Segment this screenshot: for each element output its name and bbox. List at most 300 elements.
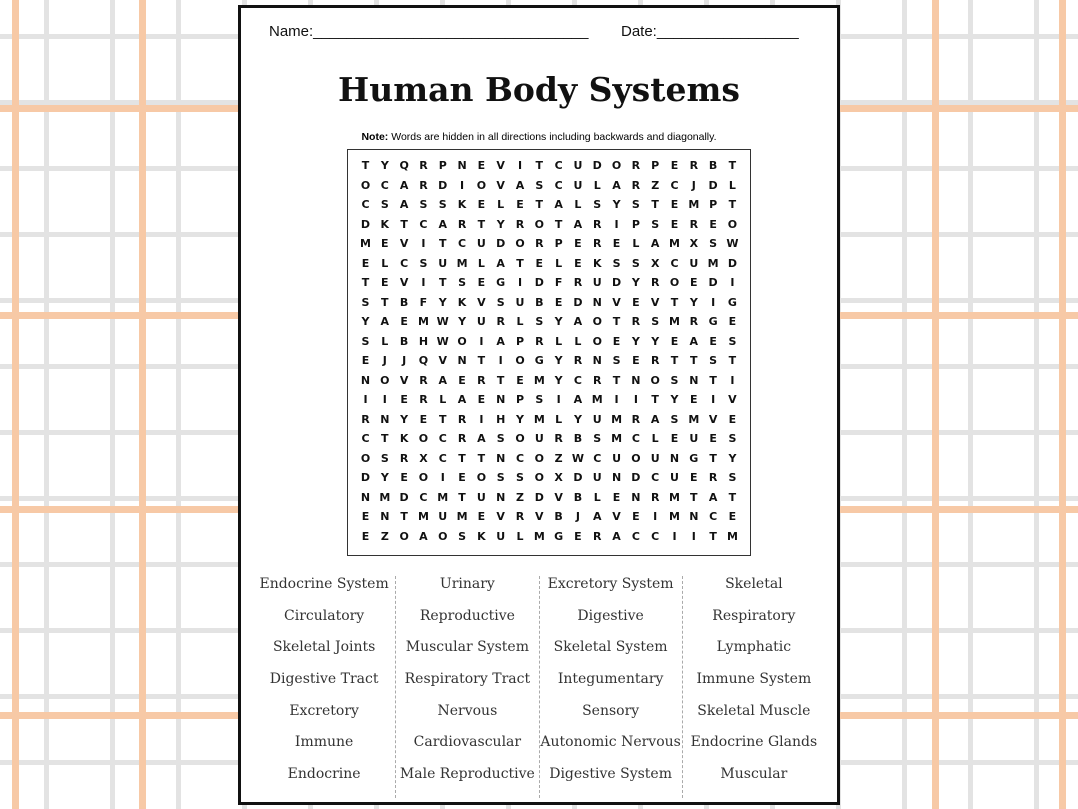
grid-letter[interactable]: S — [612, 256, 621, 270]
grid-letter[interactable]: D — [438, 178, 448, 192]
grid-letter[interactable]: E — [477, 198, 486, 212]
grid-letter[interactable]: D — [573, 295, 583, 309]
grid-letter[interactable]: T — [728, 490, 737, 504]
grid-letter[interactable]: E — [632, 295, 640, 309]
grid-letter[interactable]: M — [688, 412, 700, 426]
grid-letter[interactable]: Z — [380, 529, 389, 543]
grid-letter[interactable]: E — [361, 354, 370, 368]
grid-letter[interactable]: E — [632, 510, 640, 524]
grid-letter[interactable]: S — [709, 354, 718, 368]
grid-letter[interactable]: T — [612, 315, 621, 329]
grid-letter[interactable]: M — [707, 256, 719, 270]
grid-letter[interactable]: A — [573, 217, 583, 231]
grid-letter[interactable]: E — [690, 471, 698, 485]
grid-letter[interactable]: T — [361, 159, 370, 173]
grid-letter[interactable]: E — [574, 237, 582, 251]
grid-letter[interactable]: K — [477, 529, 486, 543]
grid-letter[interactable]: P — [709, 198, 718, 212]
grid-letter[interactable]: U — [592, 276, 602, 290]
grid-letter[interactable]: R — [535, 237, 544, 251]
grid-letter[interactable]: C — [631, 529, 640, 543]
grid-letter[interactable]: R — [689, 315, 699, 329]
grid-letter[interactable]: J — [382, 354, 387, 368]
grid-letter[interactable]: S — [535, 393, 544, 407]
grid-letter[interactable]: C — [515, 451, 525, 465]
grid-letter[interactable]: C — [593, 451, 602, 465]
grid-letter[interactable]: Q — [418, 354, 429, 368]
grid-letter[interactable]: I — [730, 276, 735, 290]
grid-letter[interactable]: M — [437, 490, 449, 504]
grid-letter[interactable]: X — [419, 451, 428, 465]
grid-letter[interactable]: W — [571, 451, 584, 465]
grid-letter[interactable]: D — [496, 237, 506, 251]
grid-letter[interactable]: Z — [651, 178, 660, 192]
grid-letter[interactable]: T — [438, 412, 447, 426]
grid-letter[interactable]: N — [669, 451, 680, 465]
grid-letter[interactable]: I — [711, 295, 716, 309]
grid-letter[interactable]: E — [361, 256, 370, 270]
grid-letter[interactable]: O — [457, 334, 467, 348]
grid-letter[interactable]: P — [631, 217, 640, 231]
grid-letter[interactable]: A — [477, 432, 486, 446]
grid-letter[interactable]: I — [517, 159, 523, 173]
grid-letter[interactable]: O — [534, 451, 544, 465]
grid-letter[interactable]: E — [728, 412, 737, 426]
grid-letter[interactable]: O — [360, 178, 371, 192]
grid-letter[interactable]: M — [533, 412, 545, 426]
grid-letter[interactable]: I — [421, 276, 426, 290]
grid-letter[interactable]: L — [555, 256, 563, 270]
grid-letter[interactable]: I — [363, 393, 368, 407]
grid-letter[interactable]: O — [515, 237, 525, 251]
grid-letter[interactable]: A — [650, 237, 660, 251]
grid-letter[interactable]: T — [728, 354, 737, 368]
grid-letter[interactable]: L — [593, 490, 601, 504]
grid-letter[interactable]: L — [516, 529, 524, 543]
grid-letter[interactable]: S — [496, 432, 505, 446]
grid-letter[interactable]: T — [496, 373, 505, 387]
grid-letter[interactable]: S — [670, 412, 679, 426]
grid-letter[interactable]: N — [457, 354, 467, 368]
grid-letter[interactable]: V — [612, 510, 621, 524]
grid-letter[interactable]: O — [534, 217, 544, 231]
grid-letter[interactable]: G — [534, 354, 544, 368]
grid-letter[interactable]: C — [438, 432, 447, 446]
grid-letter[interactable]: N — [689, 510, 699, 524]
grid-letter[interactable]: R — [554, 432, 563, 446]
grid-letter[interactable]: B — [708, 159, 718, 173]
grid-letter[interactable]: S — [631, 256, 640, 270]
grid-letter[interactable]: S — [361, 334, 370, 348]
grid-letter[interactable]: Y — [651, 334, 660, 348]
grid-letter[interactable]: U — [476, 237, 486, 251]
grid-letter[interactable]: V — [496, 178, 505, 192]
grid-letter[interactable]: V — [708, 412, 718, 426]
grid-letter[interactable]: E — [516, 198, 524, 212]
grid-letter[interactable]: E — [477, 510, 486, 524]
grid-letter[interactable]: O — [534, 471, 544, 485]
grid-letter[interactable]: M — [417, 315, 429, 329]
grid-letter[interactable]: G — [708, 315, 718, 329]
grid-letter[interactable]: S — [651, 315, 660, 329]
grid-letter[interactable]: G — [554, 529, 564, 543]
grid-letter[interactable]: R — [419, 159, 428, 173]
grid-letter[interactable]: F — [419, 295, 428, 309]
grid-letter[interactable]: Y — [670, 393, 679, 407]
grid-letter[interactable]: C — [361, 432, 370, 446]
grid-letter[interactable]: A — [592, 510, 602, 524]
grid-letter[interactable]: M — [456, 510, 468, 524]
grid-letter[interactable]: R — [593, 373, 602, 387]
grid-letter[interactable]: U — [689, 256, 699, 270]
grid-letter[interactable]: O — [418, 471, 429, 485]
grid-letter[interactable]: C — [651, 471, 660, 485]
grid-letter[interactable]: R — [650, 354, 660, 368]
grid-letter[interactable]: U — [496, 529, 506, 543]
grid-letter[interactable]: A — [399, 178, 409, 192]
grid-letter[interactable]: I — [517, 276, 523, 290]
grid-letter[interactable]: K — [457, 198, 467, 212]
grid-letter[interactable]: C — [419, 490, 428, 504]
grid-letter[interactable]: R — [419, 393, 428, 407]
grid-letter[interactable]: U — [438, 256, 448, 270]
grid-letter[interactable]: L — [477, 256, 485, 270]
grid-letter[interactable]: N — [611, 471, 622, 485]
grid-letter[interactable]: E — [381, 276, 389, 290]
grid-letter[interactable]: S — [728, 471, 737, 485]
grid-letter[interactable]: D — [573, 471, 583, 485]
grid-letter[interactable]: A — [496, 334, 505, 348]
grid-letter[interactable]: T — [535, 159, 544, 173]
grid-letter[interactable]: C — [554, 159, 563, 173]
grid-letter[interactable]: R — [593, 529, 602, 543]
grid-letter[interactable]: N — [380, 510, 390, 524]
grid-letter[interactable]: L — [439, 393, 447, 407]
grid-letter[interactable]: Y — [631, 334, 640, 348]
grid-letter[interactable]: W — [436, 334, 449, 348]
grid-letter[interactable]: N — [592, 295, 602, 309]
grid-letter[interactable]: Y — [728, 451, 737, 465]
grid-letter[interactable]: T — [651, 393, 659, 407]
grid-letter[interactable]: E — [709, 334, 717, 348]
grid-letter[interactable]: S — [438, 198, 447, 212]
grid-letter[interactable]: Y — [554, 354, 563, 368]
grid-letter[interactable]: C — [631, 432, 640, 446]
grid-letter[interactable]: T — [690, 490, 698, 504]
grid-letter[interactable]: L — [381, 334, 389, 348]
grid-letter[interactable]: I — [556, 393, 561, 407]
grid-letter[interactable]: V — [535, 510, 544, 524]
grid-letter[interactable]: U — [573, 159, 583, 173]
grid-letter[interactable]: V — [399, 373, 409, 387]
grid-letter[interactable]: U — [592, 471, 602, 485]
grid-letter[interactable]: G — [496, 276, 506, 290]
grid-letter[interactable]: C — [400, 256, 409, 270]
grid-letter[interactable]: D — [360, 217, 371, 231]
grid-letter[interactable]: R — [708, 471, 718, 485]
grid-letter[interactable]: O — [650, 373, 660, 387]
grid-letter[interactable]: I — [691, 529, 696, 543]
grid-letter[interactable]: C — [554, 178, 563, 192]
grid-letter[interactable]: M — [591, 393, 603, 407]
grid-letter[interactable]: O — [515, 432, 525, 446]
grid-letter[interactable]: O — [360, 451, 371, 465]
grid-letter[interactable]: Y — [458, 315, 467, 329]
grid-letter[interactable]: U — [689, 432, 699, 446]
grid-letter[interactable]: M — [688, 198, 700, 212]
grid-letter[interactable]: A — [419, 529, 428, 543]
grid-letter[interactable]: E — [400, 393, 408, 407]
grid-letter[interactable]: T — [690, 354, 698, 368]
grid-letter[interactable]: E — [477, 393, 486, 407]
grid-letter[interactable]: C — [438, 451, 447, 465]
grid-letter[interactable]: L — [574, 334, 582, 348]
grid-letter[interactable]: L — [651, 432, 659, 446]
grid-letter[interactable]: O — [476, 471, 487, 485]
grid-letter[interactable]: O — [438, 529, 448, 543]
grid-letter[interactable]: E — [516, 373, 524, 387]
grid-letter[interactable]: P — [554, 237, 563, 251]
grid-letter[interactable]: E — [554, 295, 563, 309]
grid-letter[interactable]: Y — [612, 198, 621, 212]
grid-letter[interactable]: Y — [631, 276, 640, 290]
grid-letter[interactable]: C — [573, 373, 582, 387]
grid-letter[interactable]: T — [728, 159, 737, 173]
grid-letter[interactable]: T — [612, 373, 621, 387]
grid-letter[interactable]: M — [726, 529, 738, 543]
grid-letter[interactable]: S — [458, 529, 467, 543]
grid-letter[interactable]: S — [458, 276, 467, 290]
grid-letter[interactable]: M — [611, 432, 623, 446]
grid-letter[interactable]: E — [670, 334, 679, 348]
grid-letter[interactable]: X — [650, 256, 660, 270]
grid-letter[interactable]: A — [515, 178, 525, 192]
grid-letter[interactable]: P — [438, 159, 447, 173]
grid-letter[interactable]: V — [438, 354, 447, 368]
grid-letter[interactable]: T — [438, 237, 447, 251]
grid-letter[interactable]: B — [554, 510, 563, 524]
grid-letter[interactable]: A — [573, 315, 583, 329]
grid-letter[interactable]: D — [592, 159, 602, 173]
grid-letter[interactable]: R — [515, 217, 525, 231]
grid-letter[interactable]: B — [573, 432, 583, 446]
grid-letter[interactable]: Y — [573, 412, 582, 426]
grid-letter[interactable]: E — [381, 237, 389, 251]
grid-letter[interactable]: A — [650, 412, 660, 426]
grid-letter[interactable]: R — [361, 412, 370, 426]
grid-letter[interactable]: V — [650, 295, 660, 309]
grid-letter[interactable]: Y — [438, 295, 447, 309]
grid-letter[interactable]: S — [651, 217, 660, 231]
grid-letter[interactable]: O — [515, 354, 525, 368]
grid-letter[interactable]: R — [496, 315, 505, 329]
grid-letter[interactable]: S — [593, 432, 602, 446]
grid-letter[interactable]: E — [728, 315, 737, 329]
grid-letter[interactable]: T — [400, 217, 408, 231]
grid-letter[interactable]: C — [380, 178, 389, 192]
grid-letter[interactable]: E — [458, 471, 466, 485]
grid-letter[interactable]: R — [457, 412, 467, 426]
grid-letter[interactable]: N — [496, 393, 506, 407]
grid-letter[interactable]: N — [380, 412, 390, 426]
grid-letter[interactable]: R — [535, 334, 544, 348]
grid-letter[interactable]: C — [419, 217, 428, 231]
grid-letter[interactable]: O — [476, 178, 487, 192]
grid-letter[interactable]: C — [651, 529, 660, 543]
grid-letter[interactable]: R — [419, 373, 428, 387]
grid-letter[interactable]: C — [458, 237, 467, 251]
grid-letter[interactable]: Y — [554, 373, 563, 387]
grid-letter[interactable]: U — [650, 451, 660, 465]
grid-letter[interactable]: E — [670, 432, 679, 446]
grid-letter[interactable]: E — [632, 354, 640, 368]
grid-letter[interactable]: T — [535, 198, 544, 212]
grid-letter[interactable]: B — [399, 295, 409, 309]
grid-letter[interactable]: H — [496, 412, 506, 426]
grid-letter[interactable]: T — [728, 198, 737, 212]
grid-letter[interactable]: K — [592, 256, 602, 270]
grid-letter[interactable]: V — [477, 295, 486, 309]
grid-letter[interactable]: E — [670, 159, 679, 173]
grid-letter[interactable]: T — [709, 451, 717, 465]
grid-letter[interactable]: D — [708, 178, 718, 192]
grid-letter[interactable]: W — [436, 315, 449, 329]
grid-letter[interactable]: T — [458, 490, 466, 504]
grid-letter[interactable]: O — [631, 451, 641, 465]
grid-letter[interactable]: E — [400, 315, 408, 329]
grid-letter[interactable]: E — [574, 256, 582, 270]
grid-letter[interactable]: C — [670, 256, 679, 270]
grid-letter[interactable]: R — [457, 432, 467, 446]
grid-letter[interactable]: Y — [689, 295, 698, 309]
grid-letter[interactable]: R — [689, 159, 699, 173]
grid-letter[interactable]: J — [575, 510, 580, 524]
grid-letter[interactable]: E — [458, 373, 466, 387]
grid-letter[interactable]: U — [515, 295, 525, 309]
grid-letter[interactable]: E — [670, 217, 679, 231]
grid-letter[interactable]: N — [689, 373, 699, 387]
grid-letter[interactable]: G — [689, 451, 699, 465]
grid-letter[interactable]: Y — [496, 217, 505, 231]
grid-letter[interactable]: L — [516, 315, 524, 329]
grid-letter[interactable]: A — [457, 393, 467, 407]
grid-letter[interactable]: A — [554, 198, 563, 212]
grid-letter[interactable]: R — [631, 178, 641, 192]
grid-letter[interactable]: S — [496, 295, 505, 309]
grid-letter[interactable]: W — [726, 237, 739, 251]
grid-letter[interactable]: O — [669, 276, 680, 290]
grid-letter[interactable]: M — [533, 373, 545, 387]
grid-letter[interactable]: T — [477, 451, 486, 465]
grid-letter[interactable]: I — [479, 334, 484, 348]
grid-letter[interactable]: I — [672, 529, 677, 543]
grid-letter[interactable]: U — [573, 178, 583, 192]
grid-letter[interactable]: R — [650, 490, 660, 504]
grid-letter[interactable]: D — [708, 276, 718, 290]
grid-letter[interactable]: D — [727, 256, 737, 270]
grid-letter[interactable]: T — [709, 529, 717, 543]
grid-letter[interactable]: S — [728, 432, 737, 446]
grid-letter[interactable]: E — [477, 276, 486, 290]
grid-letter[interactable]: P — [515, 393, 525, 407]
grid-letter[interactable]: E — [728, 510, 737, 524]
grid-letter[interactable]: M — [669, 237, 680, 251]
grid-letter[interactable]: U — [534, 432, 544, 446]
grid-letter[interactable]: Z — [554, 451, 563, 465]
grid-letter[interactable]: O — [418, 432, 429, 446]
grid-letter[interactable]: R — [477, 373, 486, 387]
grid-letter[interactable]: D — [360, 471, 371, 485]
grid-letter[interactable]: O — [592, 334, 602, 348]
grid-letter[interactable]: E — [574, 529, 582, 543]
grid-letter[interactable]: E — [690, 276, 698, 290]
grid-letter[interactable]: R — [593, 217, 602, 231]
grid-letter[interactable]: A — [438, 217, 447, 231]
grid-letter[interactable]: I — [614, 217, 619, 231]
grid-letter[interactable]: A — [689, 334, 699, 348]
grid-letter[interactable]: L — [381, 256, 389, 270]
grid-letter[interactable]: A — [399, 198, 409, 212]
grid-letter[interactable]: T — [554, 217, 563, 231]
grid-letter[interactable]: V — [728, 393, 737, 407]
grid-letter[interactable]: S — [419, 256, 428, 270]
grid-letter[interactable]: E — [477, 159, 486, 173]
grid-letter[interactable]: M — [669, 315, 680, 329]
grid-letter[interactable]: N — [631, 490, 641, 504]
grid-letter[interactable]: R — [457, 217, 467, 231]
grid-letter[interactable]: C — [670, 178, 679, 192]
grid-letter[interactable]: M — [533, 529, 545, 543]
name-field[interactable]: Name:_________________________________ — [269, 23, 589, 40]
grid-letter[interactable]: X — [689, 237, 699, 251]
grid-letter[interactable]: L — [555, 334, 563, 348]
grid-letter[interactable]: T — [670, 295, 679, 309]
grid-letter[interactable]: M — [611, 412, 623, 426]
grid-letter[interactable]: L — [497, 198, 505, 212]
grid-letter[interactable]: O — [727, 217, 738, 231]
grid-letter[interactable]: M — [417, 510, 429, 524]
grid-letter[interactable]: O — [399, 529, 409, 543]
grid-letter[interactable]: V — [554, 490, 563, 504]
grid-letter[interactable]: M — [669, 510, 680, 524]
grid-letter[interactable]: M — [360, 237, 371, 251]
grid-letter[interactable]: L — [555, 412, 563, 426]
grid-letter[interactable]: P — [651, 159, 660, 173]
grid-letter[interactable]: I — [421, 237, 426, 251]
grid-letter[interactable]: A — [438, 373, 447, 387]
grid-letter[interactable]: S — [535, 315, 544, 329]
grid-letter[interactable]: Y — [380, 159, 389, 173]
grid-letter[interactable]: I — [498, 354, 503, 368]
grid-letter[interactable]: U — [670, 471, 679, 485]
grid-letter[interactable]: K — [380, 217, 390, 231]
grid-letter[interactable]: R — [631, 412, 641, 426]
grid-letter[interactable]: S — [631, 198, 640, 212]
grid-letter[interactable]: E — [709, 217, 717, 231]
grid-letter[interactable]: O — [380, 373, 390, 387]
grid-letter[interactable]: I — [440, 471, 445, 485]
grid-letter[interactable]: E — [612, 237, 621, 251]
grid-letter[interactable]: S — [516, 471, 524, 485]
grid-letter[interactable]: N — [496, 451, 506, 465]
grid-letter[interactable]: N — [496, 490, 506, 504]
grid-letter[interactable]: T — [651, 198, 659, 212]
grid-letter[interactable]: N — [360, 490, 371, 504]
grid-letter[interactable]: J — [402, 354, 407, 368]
grid-letter[interactable]: M — [379, 490, 391, 504]
grid-letter[interactable]: T — [381, 295, 389, 309]
grid-letter[interactable]: T — [438, 276, 447, 290]
